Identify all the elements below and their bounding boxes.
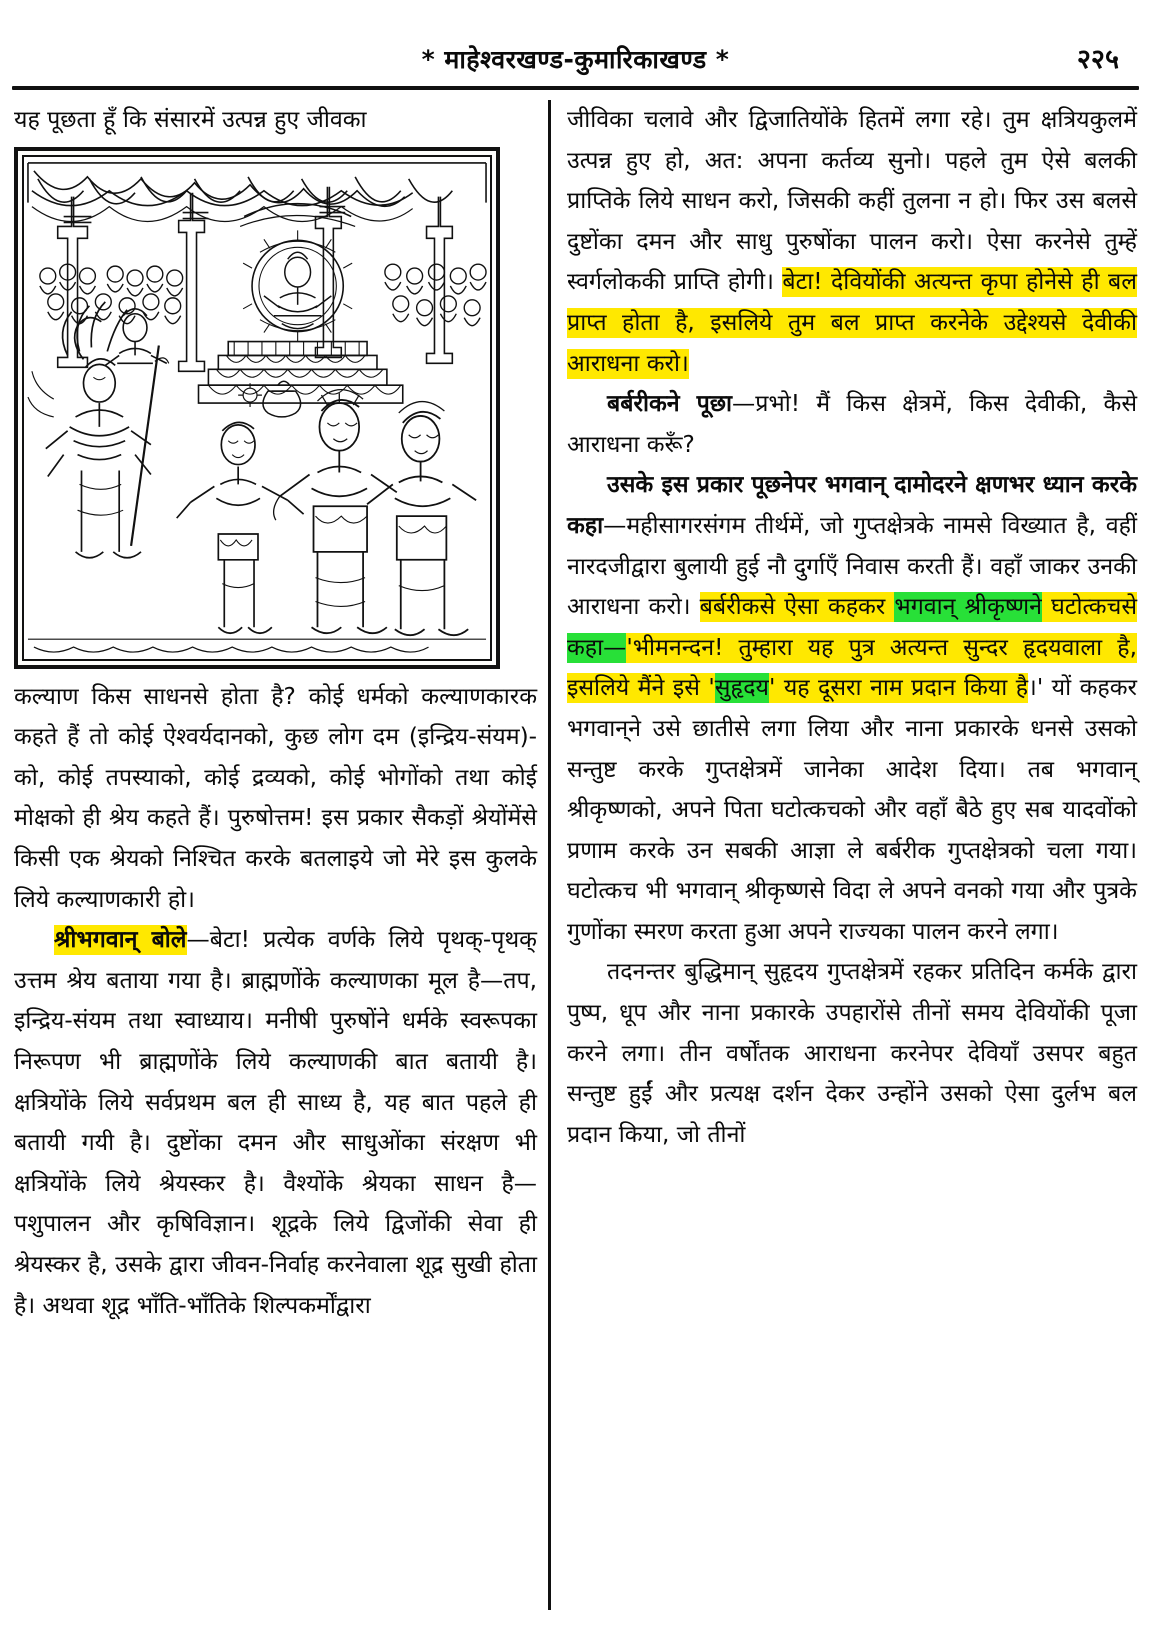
- highlight-yellow-1: बर्बरीकसे ऐसा कहकर: [699, 593, 895, 621]
- column-divider: [548, 100, 551, 1610]
- speaker-dash: —: [186, 926, 210, 954]
- highlight-yellow-4: ' यह दूसरा नाम प्रदान किया है: [768, 674, 1029, 702]
- royal-court-assembly-illustration: [14, 147, 500, 669]
- two-column-body: [0, 100, 1151, 1640]
- speaker-dash-2: —: [732, 390, 756, 418]
- right-paragraph-4: तदनन्तर बुद्धिमान् सुहृदय गुप्तक्षेत्रमें रहकर प्रतिदिन कर्मके द्वारा पुष्प, धूप और नाना प्रकारके उपहारोंसे तीनों समय देवियोंकी पूजा करने लगा। तीन वर्षोंतक आराधना करनेपर देवियाँ उसपर बहुत सन्तुष्ट हुईं और प्रत्यक्ष दर्शन देकर उन्होंने उसको ऐसा दुर्लभ बल प्रदान किया, जो तीनों: [567, 958, 1138, 1148]
- right-paragraph-3-plain-1: महीसागरसंगम तीर्थमें, जो गुप्तक्षेत्रके नामसे विख्यात है, वहीं नारदजीद्वारा बुलायी हुई नौ दुर्गाएँ निवास करती हैं। वहाँ जाकर उनकी आराधना करो।: [567, 511, 1137, 621]
- left-paragraph-bhagavan: [14, 920, 537, 1326]
- speaker-label-barbarik: बर्बरीकने पूछा: [607, 390, 733, 418]
- speaker-dash-3: —: [603, 511, 627, 539]
- speaker-label-shribhagavan: श्रीभगवान् बोले: [54, 926, 187, 954]
- page-title: * माहेश्वरखण्ड-कुमारिकाखण्ड *: [421, 45, 730, 74]
- illustration-frame: [22, 155, 492, 661]
- left-paragraph-top: यह पूछता हूँ कि संसारमें उत्पन्न हुए जीवका: [14, 106, 367, 133]
- highlight-green-suhriday: सुहृदय: [714, 674, 769, 702]
- right-paragraph-1-text: जीविका चलावे और द्विजातियोंके हितमें लगा रहे। तुम क्षत्रियकुलमें उत्पन्न हुए हो, अत: अपना कर्तव्य सुनो। पहले तुम ऐसे बलकी प्राप्तिके लिये साधन करो, जिसकी कहीं तुलना न हो। फिर उस बलसे दुष्टोंका दमन और साधु पुरुषोंका पालन करो। ऐसा करनेसे तुम्हें स्वर्गलोककी प्राप्ति होगी।: [567, 106, 1137, 296]
- highlight-green-krishna: भगवान् श्रीकृष्णने: [894, 593, 1043, 621]
- right-paragraph-2-text: प्रभो! मैं किस क्षेत्रमें, किस देवीकी, कैसे आराधना करूँ?: [567, 390, 1137, 458]
- right-paragraph-3-plain-2: ।' यों कहकर भगवान्‌ने उसे छातीसे लगा लिया और नाना प्रकारके धनसे उसको सन्तुष्ट करके गुप्तक्षेत्रमें जानेका आदेश दिया। तब भगवान् श्रीकृष्णको, अपने पिता घटोत्कचको और वहाँ बैठे हुए सब यादवोंको प्रणाम करके उन सबकी आज्ञा ले बर्बरीक गुप्तक्षेत्रको चला गया। घटोत्कच भी भगवान् श्रीकृष्णसे विदा ले अपने वनको गया और पुत्रके गुणोंका स्मरण करता हुआ अपने राज्यका पालन करने लगा।: [567, 674, 1137, 945]
- right-paragraph-2: [567, 384, 1137, 465]
- right-paragraph-3: [567, 465, 1137, 952]
- illustration-artwork: [24, 157, 490, 659]
- left-paragraph-bhagavan-text: बेटा! प्रत्येक वर्णके लिये पृथक्‌-पृथक्‌ उत्तम श्रेय बताया गया है। ब्राह्मणोंके कल्याणका मूल है—तप, इन्द्रिय-संयम तथा स्वाध्याय। मनीषी पुरुषोंने धर्मके स्वरूपका निरूपण भी ब्राह्मणोंके लिये कल्याणकी बात बतायी है। क्षत्रियोंके लिये सर्वप्रथम बल ही साध्य है, यह बात पहले ही बतायी गयी है। दुष्टोंका दमन और साधुओंका संरक्षण भी क्षत्रियोंके लिये श्रेयस्कर है। वैश्योंके श्रेयका साधन है— पशुपालन और कृषिविज्ञान। शूद्रके लिये द्विजोंकी सेवा ही श्रेयस्कर है, उसके द्वारा जीवन-निर्वाह करनेवाला शूद्र सुखी होता है। अथवा शूद्र भाँति-भाँतिके शिल्पकर्मोंद्वारा: [14, 926, 537, 1319]
- left-paragraph-after-figure: कल्याण किस साधनसे होता है? कोई धर्मको कल्याणकारक कहते हैं तो कोई ऐश्वर्यदानको, कुछ लोग दम (इन्द्रिय-संयम)-को, कोई तपस्याको, कोई द्रव्यको, कोई भोगोंको तथा कोई मोक्षको ही श्रेय कहते हैं। पुरुषोत्तम! इस प्रकार सैकड़ों श्रेयोंमेंसे किसी एक श्रेयको निश्चित करके बतलाइये जो मेरे इस कुलके लिये कल्याणकारी हो।: [14, 682, 537, 913]
- right-paragraph-1: [567, 100, 1137, 384]
- narration-lead-bold: उसके इस प्रकार पूछनेपर भगवान् दामोदरने क्षणभर ध्यान करके कहा: [567, 471, 1137, 539]
- running-head: [14, 0, 1137, 86]
- highlight-green-kaha: कहा—: [567, 633, 627, 661]
- highlight-yellow-2: घटोत्कचसे: [1042, 593, 1138, 621]
- highlight-yellow-3: 'भीमनन्दन! तुम्हारा यह पुत्र अत्यन्त सुन्दर हृदयवाला है, इसलिये मैंने इसे ': [567, 633, 1137, 702]
- right-column: [545, 100, 1151, 1640]
- header-rule: [12, 86, 1139, 90]
- page-number: २२५: [1076, 44, 1119, 75]
- right-paragraph-1-highlight: बेटा! देवियोंकी अत्यन्त कृपा होनेसे ही बल प्राप्त होता है, इसलिये तुम बल प्राप्त करनेके उद्देश्यसे देवीकी आराधना करो।: [567, 268, 1137, 377]
- left-column: [0, 100, 545, 1640]
